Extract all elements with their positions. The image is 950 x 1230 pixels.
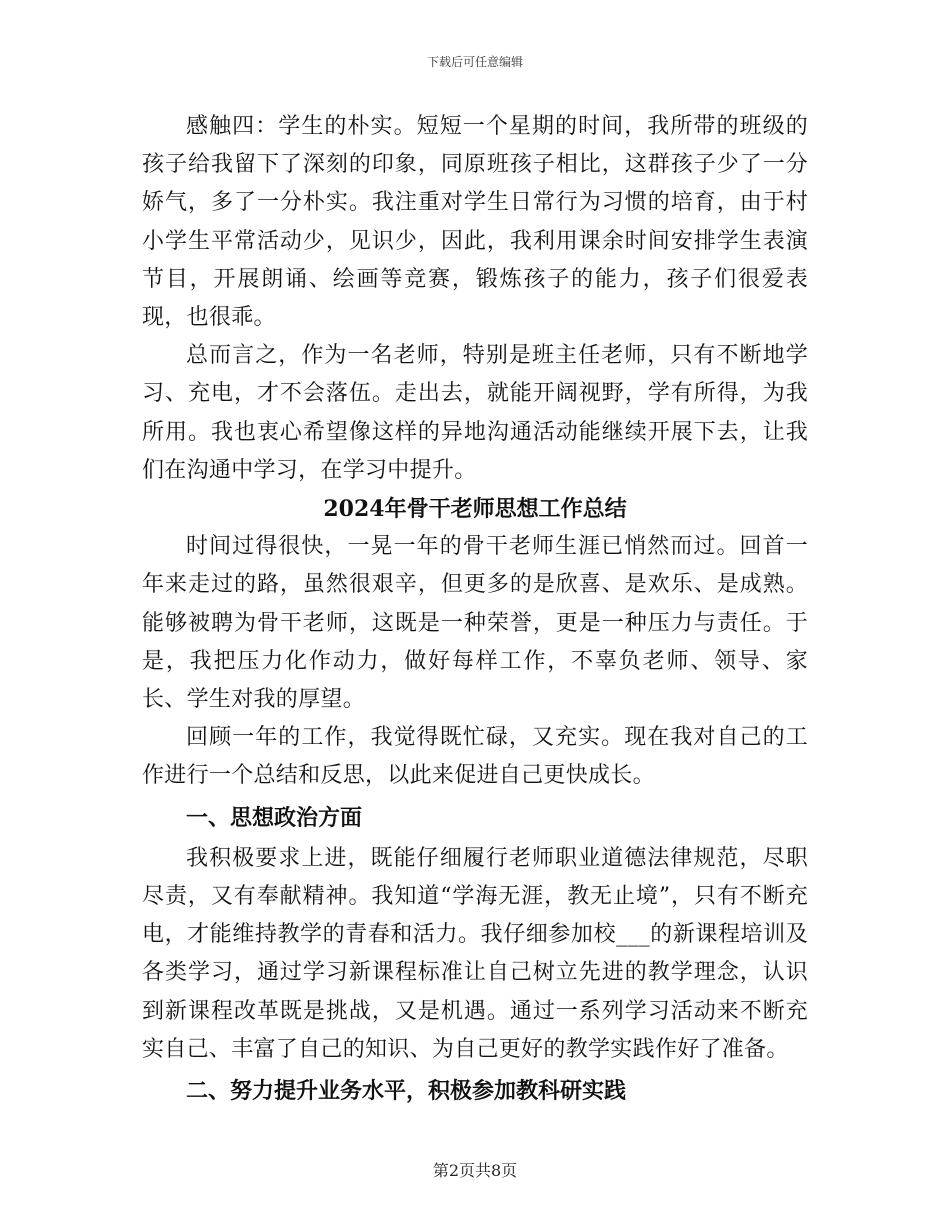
paragraph-ideology: 我积极要求上进，既能仔细履行老师职业道德法律规范，尽职尽责，又有奉献精神。我知道“学海无涯，教无止境”，只有不断充电，才能维持教学的青春和活力。我仔细参加校___的新课程培训及各类学习，通过学习新课程标准让自己树立先进的教学理念，认识到新课程改革既是挑战，又是机遇。通过一系列学习活动来不断充实自己、丰富了自己的知识、为自己更好的教学实践作好了准备。 (142, 845, 808, 1062)
section-heading-professional: 二、努力提升业务水平，积极参加教科研实践 (186, 1078, 627, 1105)
header-note: 下载后可任意编辑 (426, 55, 523, 69)
document-title: 2024年骨干老师思想工作总结 (323, 496, 627, 523)
paragraph-intro: 时间过得很快，一晃一年的骨干老师生涯已悄然而过。回首一年来走过的路，虽然很艰辛，但更多的是欣喜、是欢乐、是成熟。能够被聘为骨干老师，这既是一种荣誉，更是一种压力与责任。于是，我把压力化作动力，做好每样工作，不辜负老师、领导、家长、学生对我的厚望。 (142, 534, 808, 713)
paragraph-conclusion: 总而言之，作为一名老师，特别是班主任老师，只有不断地学习、充电，才不会落伍。走出去，就能开阔视野，学有所得，为我所用。我也衷心希望像这样的异地沟通活动能继续开展下去，让我们在沟通中学习，在学习中提升。 (142, 343, 808, 483)
paragraph-review: 回顾一年的工作，我觉得既忙碌，又充实。现在我对自己的工作进行一个总结和反思，以此来促进自己更快成长。 (142, 725, 808, 789)
paragraph-touch-four: 感触四：学生的朴实。短短一个星期的时间，我所带的班级的孩子给我留下了深刻的印象，同原班孩子相比，这群孩子少了一分娇气，多了一分朴实。我注重对学生日常行为习惯的培育，由于村小学生平常活动少，见识少，因此，我利用课余时间安排学生表演节目，开展朗诵、绘画等竞赛，锻炼孩子的能力，孩子们很爱表现，也很乖。 (142, 114, 808, 331)
page-number: 第2页共8页 (432, 1161, 518, 1180)
document-body (142, 108, 808, 1113)
section-heading-ideology: 一、思想政治方面 (186, 804, 363, 831)
